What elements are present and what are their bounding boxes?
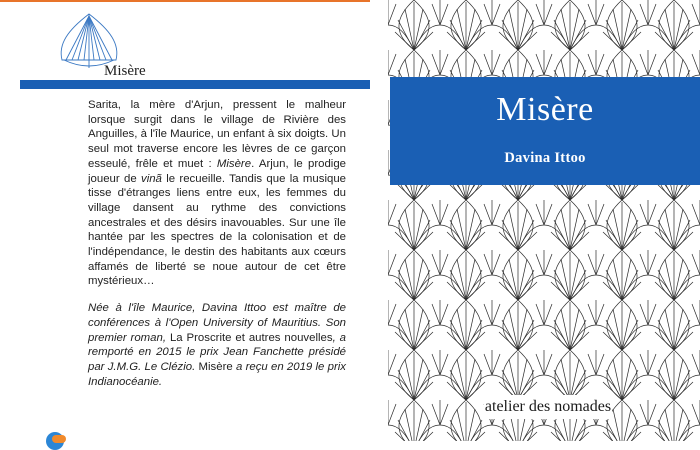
publisher-logo-icon bbox=[46, 432, 64, 450]
back-cover-title: Misère bbox=[104, 63, 146, 79]
back-cover-blurb bbox=[88, 98, 346, 389]
author-bio-paragraph: Née à l'île Maurice, Davina Ittoo est maître de conférences à l'Open University of Mauritius. Son premier roman, La Proscrite et autres nouvelles, a remporté en 2015 le prix Jean Fanchette présidé par J.M.G. Le Clézio. Misère a reçu en 2019 le prix Indianocéanie. bbox=[88, 302, 346, 388]
back-blue-band bbox=[20, 80, 370, 89]
front-cover-title: Misère bbox=[496, 91, 594, 128]
front-cover-author: Davina Ittoo bbox=[504, 150, 586, 166]
fan-pattern-background bbox=[388, 0, 700, 441]
publisher-name: atelier des nomades bbox=[484, 395, 612, 419]
front-cover bbox=[388, 0, 700, 441]
synopsis-paragraph: Sarita, la mère d'Arjun, pressent le malheur lorsque surgit dans le village de Rivière des Anguilles, à l'île Maurice, un enfant à six doigts. Un seul mot traverse encore les lèvres de ce garçon esseulé, frêle et muet : Misère. Arjun, le prodige joueur de vinã le recueille. Tandis que la musique tisse d'étranges liens entre eux, les femmes du village dansent au rythme des convictions ancestrales et des désirs inavouables. Sur une île hantée par les spectres de la colonisation et de l'indépendance, le destin des habitants aux cœurs affamés de liberté se noue autour de cet être mystérieux… bbox=[88, 99, 346, 288]
front-title-band bbox=[390, 77, 700, 185]
orange-top-rule bbox=[0, 0, 370, 2]
